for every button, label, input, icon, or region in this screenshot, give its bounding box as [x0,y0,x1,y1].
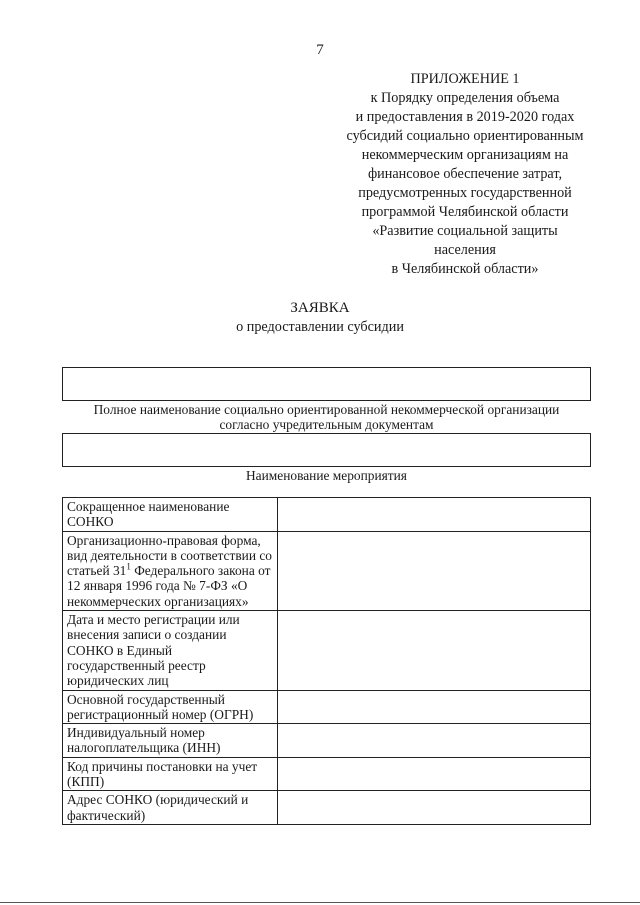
annex-line: к Порядку определения объема [370,90,560,106]
annex-line: «Развитие социальной защиты [372,223,558,239]
row-value-cell[interactable] [278,611,591,690]
row-value-cell[interactable] [278,498,591,532]
organization-info-table [62,497,591,825]
superscript: 1 [126,561,131,572]
annex-line: в Челябинской области» [391,261,539,277]
annex-line: предусмотренных государственной [358,185,572,201]
row-label: Основной государственный регистрационный номер (ОГРН) [63,690,278,724]
document-subtitle: о предоставлении субсидии [236,319,404,335]
event-name-caption: Наименование мероприятия [246,468,407,483]
annex-line: финансовое обеспечение затрат, [367,166,563,182]
table-row [63,791,591,825]
table-row [63,690,591,724]
table-row [63,498,591,532]
row-value-cell[interactable] [278,531,591,610]
caption-line: Полное наименование социально ориентированной некоммерческой организации [93,402,560,417]
annex-line: ПРИЛОЖЕНИЕ 1 [410,71,520,87]
row-label: Код причины постановки на учет (КПП) [63,757,278,791]
annex-header [300,70,630,279]
full-name-field[interactable] [62,367,591,401]
table-row [63,757,591,791]
row-value-cell[interactable] [278,757,591,791]
row-label: Сокращенное наименование СОНКО [63,498,278,532]
annex-line: и предоставления в 2019-2020 годах [355,109,575,125]
label-text: Организационно-правовая форма, вид деятельности в соответствии со статьей 31 [67,532,272,579]
row-value-cell[interactable] [278,724,591,758]
table-row [63,611,591,690]
annex-line: населения [434,242,496,258]
table-row [63,724,591,758]
annex-line: программой Челябинской области [361,204,569,220]
document-title: ЗАЯВКА [290,300,350,316]
page-number: 7 [316,42,324,58]
row-value-cell[interactable] [278,690,591,724]
label-text: Федерального закона от 12 января 1996 года № 7-ФЗ «О некоммерческих организациях» [67,563,271,609]
annex-line: субсидий социально ориентированным [346,128,584,144]
row-label: Дата и место регистрации или внесения записи о создании СОНКО в Единый государственный реестр юридических лиц [63,611,278,690]
caption-line: согласно учредительным документам [219,417,434,432]
page-bottom-edge [0,902,640,903]
full-name-caption [62,402,591,432]
annex-line: некоммерческим организациям на [361,147,569,163]
event-name-field[interactable] [62,433,591,467]
row-label: Индивидуальный номер налогоплательщика (ИНН) [63,724,278,758]
row-value-cell[interactable] [278,791,591,825]
row-label: Адрес СОНКО (юридический и фактический) [63,791,278,825]
table-row [63,531,591,610]
row-label [63,531,278,610]
